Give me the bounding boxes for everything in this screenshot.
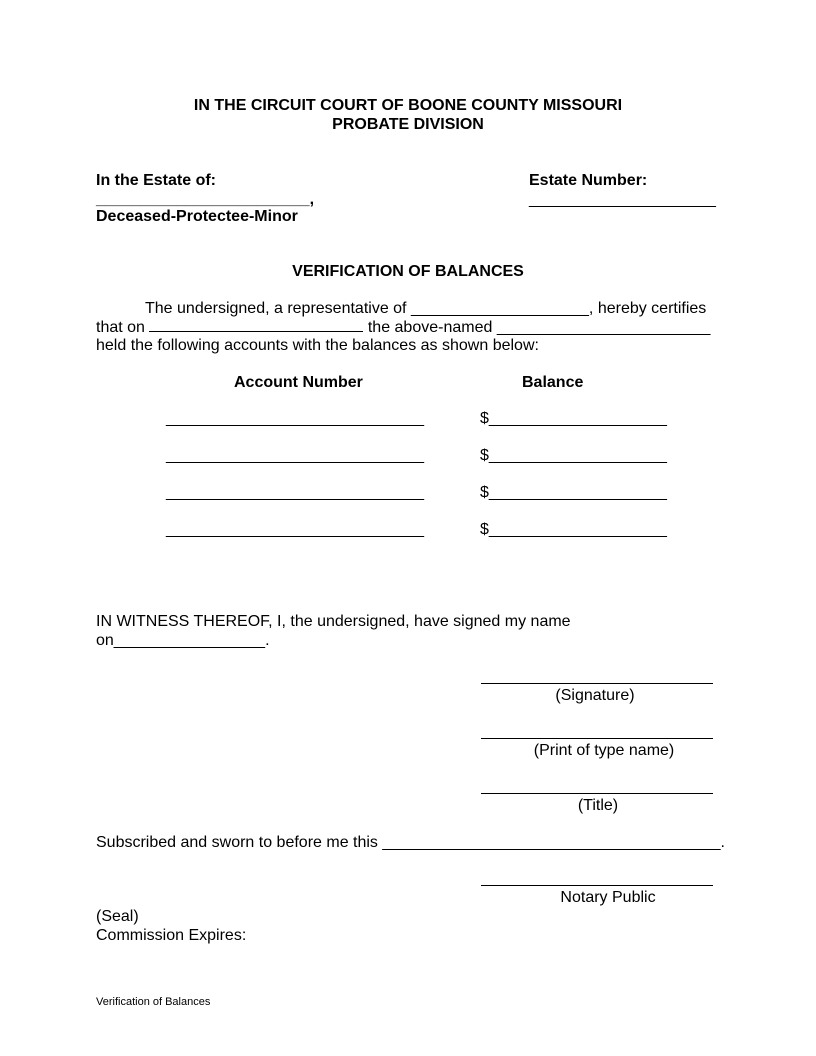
balance-field-1[interactable]: $____________________	[480, 410, 667, 427]
account-number-field-1[interactable]: _____________________________	[166, 410, 425, 427]
title-caption: (Title)	[577, 797, 619, 814]
commission-expires-label: Commission Expires:	[96, 927, 247, 944]
balance-field-3[interactable]: $____________________	[480, 484, 667, 501]
body-line-1	[145, 299, 706, 318]
witness-line-2[interactable]: on_________________.	[96, 632, 270, 649]
estate-name-blank[interactable]: ________________________,	[96, 191, 315, 208]
account-number-header: Account Number	[234, 374, 363, 391]
body-line-3: held the following accounts with the balances as shown below:	[96, 337, 539, 354]
holder-blank[interactable]: ________________________	[496, 319, 711, 336]
signature-caption: (Signature)	[555, 687, 635, 704]
date-blank[interactable]	[149, 317, 363, 332]
estate-number-blank[interactable]: _____________________	[529, 191, 716, 208]
print-name-line[interactable]	[481, 738, 713, 739]
estate-label: In the Estate of:	[96, 172, 217, 189]
account-number-field-3[interactable]: _____________________________	[166, 484, 425, 501]
sworn-statement[interactable]: Subscribed and sworn to before me this ______________________________________.	[96, 834, 725, 851]
body-line-2-text: that on	[96, 319, 145, 336]
page-footer: Verification of Balances	[96, 996, 211, 1008]
estate-number-label: Estate Number:	[529, 172, 648, 189]
notary-caption: Notary Public	[560, 889, 656, 906]
estate-type: Deceased-Protectee-Minor	[96, 208, 298, 225]
balance-field-2[interactable]: $____________________	[480, 447, 667, 464]
signature-line[interactable]	[481, 683, 713, 684]
representative-blank[interactable]: ____________________	[410, 300, 589, 317]
balance-header: Balance	[522, 374, 584, 391]
document-title: VERIFICATION OF BALANCES	[292, 263, 524, 280]
division-heading: PROBATE DIVISION	[332, 116, 484, 133]
balance-field-4[interactable]: $____________________	[480, 521, 667, 538]
title-line[interactable]	[481, 793, 713, 794]
court-heading: IN THE CIRCUIT COURT OF BOONE COUNTY MISSOURI	[193, 97, 623, 114]
print-name-caption: (Print of type name)	[533, 742, 675, 759]
seal-label: (Seal)	[96, 908, 139, 925]
witness-line-1: IN WITNESS THEREOF, I, the undersigned, have signed my name	[96, 613, 571, 630]
notary-line[interactable]	[481, 885, 713, 886]
body-line-2-mid: the above-named	[367, 319, 493, 336]
account-number-field-2[interactable]: _____________________________	[166, 447, 425, 464]
body-line-1-text: The undersigned, a representative of	[145, 300, 407, 317]
body-line-1-end: , hereby certifies	[588, 300, 707, 317]
body-line-2	[96, 317, 710, 337]
account-number-field-4[interactable]: _____________________________	[166, 521, 425, 538]
